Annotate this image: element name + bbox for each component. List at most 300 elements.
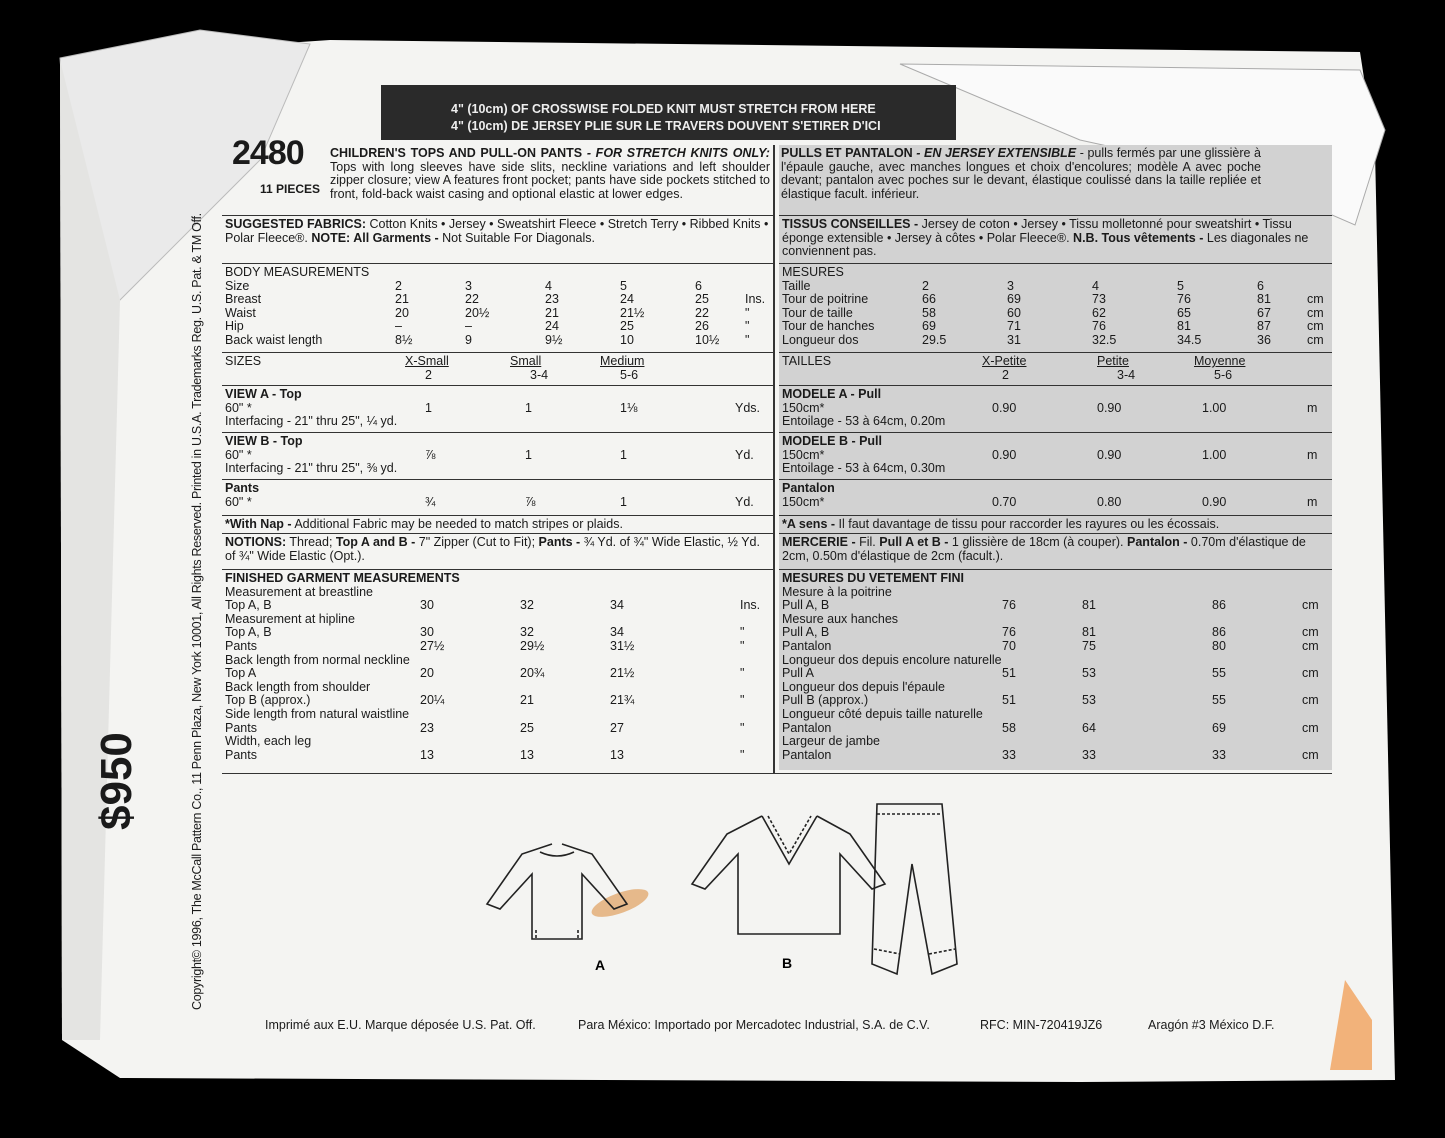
- row-unit: ": [740, 747, 745, 762]
- row-value: 21: [520, 693, 534, 708]
- row-value: 67: [1257, 305, 1271, 320]
- pattern-desc-fr-text: - pulls fermés par une glissière à l'épaule gauche, avec manches longues et choix d'encolures; modèle A avec poche devant; pantalon avec poches sur le devant, élastique coulissé dans la taille repliée et élastique facult. inférieur.: [781, 146, 1261, 201]
- row-value: 0.90: [1202, 494, 1227, 509]
- row-value: 87: [1257, 319, 1271, 334]
- row-value: 21½: [610, 666, 635, 681]
- table-row: [782, 482, 1330, 496]
- row-value: 1: [525, 447, 532, 462]
- row-value: 53: [1082, 666, 1096, 681]
- row-value: 36: [1257, 332, 1271, 347]
- row-value: 73: [1092, 292, 1106, 307]
- sizes-label: SIZES: [225, 354, 262, 368]
- row-label: Pull B (approx.): [782, 693, 869, 708]
- row-unit: Ins.: [740, 598, 761, 613]
- table-row: [782, 449, 1330, 463]
- suggested-fabrics: [222, 215, 773, 265]
- row-unit: m: [1307, 400, 1318, 415]
- nap-text: Additional Fabric may be needed to match stripes or plaids.: [291, 517, 623, 531]
- pattern-header-fr: [779, 145, 1332, 213]
- row-value: 0.80: [1097, 494, 1122, 509]
- footer-address: Aragón #3 México D.F.: [1148, 1018, 1275, 1032]
- row-value: 25: [520, 720, 534, 735]
- row-value: 71: [1007, 319, 1021, 334]
- body-title: BODY MEASUREMENTS: [225, 265, 370, 279]
- pattern-title-fr-em: - EN JERSEY EXTENSIBLE: [912, 146, 1077, 160]
- row-unit: cm: [1307, 305, 1324, 320]
- row-value: 51: [1002, 693, 1016, 708]
- row-label: Longueur dos depuis encolure naturelle: [782, 652, 1002, 667]
- row-value: 29.5: [922, 332, 947, 347]
- row-unit: Yds.: [735, 400, 761, 415]
- fabrics-label: SUGGESTED FABRICS:: [225, 217, 366, 231]
- row-label: 60" *: [225, 494, 252, 509]
- pattern-description: [330, 147, 770, 201]
- table-row: [782, 694, 1330, 708]
- pattern-title: CHILDREN'S TOPS AND PULL-ON PANTS: [330, 146, 583, 160]
- row-value: 75: [1082, 638, 1096, 653]
- table-row: [225, 280, 771, 294]
- notions-fr: [779, 533, 1332, 563]
- row-label: Pantalon: [782, 747, 832, 762]
- sizes-row-fr: [779, 352, 1332, 382]
- row-value: 65: [1177, 305, 1191, 320]
- row-value: 3: [1007, 278, 1014, 293]
- table-row: [225, 307, 771, 321]
- table-row: [225, 722, 771, 736]
- row-value: ¾: [425, 494, 436, 509]
- row-value: 20: [395, 305, 409, 320]
- row-value: 6: [1257, 278, 1264, 293]
- row-unit: Yd.: [735, 447, 754, 462]
- table-row: [225, 640, 771, 654]
- row-value: 31½: [610, 638, 635, 653]
- row-unit: ": [745, 319, 750, 334]
- row-value: 27: [610, 720, 624, 735]
- row-value: 24: [545, 319, 559, 334]
- footer-rfc: RFC: MIN-720419JZ6: [980, 1018, 1103, 1032]
- table-row: [782, 280, 1330, 294]
- body-title-fr: MESURES: [782, 265, 844, 279]
- row-value: 0.90: [992, 400, 1017, 415]
- row-value: 81: [1082, 598, 1096, 613]
- table-row: [782, 640, 1330, 654]
- table-row: [225, 482, 771, 496]
- suggested-fabrics-fr: [779, 215, 1332, 265]
- sizes-ranges: [782, 369, 1330, 383]
- table-row: [782, 681, 1330, 695]
- table-row: [225, 496, 771, 510]
- row-unit: cm: [1302, 747, 1319, 762]
- row-value: 69: [922, 319, 936, 334]
- row-value: 58: [922, 305, 936, 320]
- row-value: 81: [1177, 319, 1191, 334]
- notions-bf2: Pull A et B -: [879, 535, 949, 549]
- table-row: [225, 388, 771, 402]
- row-label: 150cm*: [782, 447, 825, 462]
- row-value: 76: [1002, 625, 1016, 640]
- row-label: Mesure aux hanches: [782, 611, 899, 626]
- pattern-title-em: - FOR STRETCH KNITS ONLY:: [586, 146, 770, 160]
- notions-b2: Top A and B -: [335, 535, 416, 549]
- row-unit: ": [740, 693, 745, 708]
- row-value: 20½: [465, 305, 490, 320]
- table-row: [225, 708, 771, 722]
- view-section: [779, 432, 1332, 479]
- row-unit: cm: [1307, 292, 1324, 307]
- notions-bf3: Pantalon -: [1127, 535, 1188, 549]
- row-value: 13: [420, 747, 434, 762]
- row-unit: cm: [1302, 666, 1319, 681]
- size-range: 5-6: [1214, 367, 1233, 382]
- table-row: [782, 667, 1330, 681]
- table-row: [225, 749, 771, 763]
- row-value: 64: [1082, 720, 1096, 735]
- view-section: [222, 432, 773, 479]
- row-label: Top A, B: [225, 625, 272, 640]
- row-value: 21¾: [610, 693, 635, 708]
- body-measurements-fr: [779, 263, 1332, 348]
- row-value: 0.90: [1097, 400, 1122, 415]
- view-section: [779, 385, 1332, 432]
- notions-b3: Pants -: [538, 535, 581, 549]
- pants-sketch: [872, 804, 957, 974]
- view-b-label: B: [782, 955, 793, 971]
- with-nap-note: [222, 515, 773, 532]
- row-value: 9: [465, 332, 472, 347]
- size-name: Medium: [600, 354, 645, 368]
- row-unit: cm: [1307, 332, 1324, 347]
- nap-label-fr: *A sens -: [782, 517, 836, 531]
- notions-label-fr: MERCERIE -: [782, 535, 856, 549]
- table-row: [782, 749, 1330, 763]
- pattern-number: 2480: [232, 134, 304, 172]
- table-row: [782, 307, 1330, 321]
- table-row: [225, 435, 771, 449]
- garment-illustrations: [222, 773, 1332, 1013]
- pattern-title-fr: PULLS ET PANTALON: [781, 146, 913, 160]
- row-value: 0.90: [992, 447, 1017, 462]
- row-label: Pull A, B: [782, 598, 830, 613]
- table-row: [782, 613, 1330, 627]
- row-unit: Yd.: [735, 494, 754, 509]
- table-row: [782, 599, 1330, 613]
- row-value: 2: [922, 278, 929, 293]
- row-unit: cm: [1302, 693, 1319, 708]
- row-value: 23: [420, 720, 434, 735]
- row-value: 34: [610, 598, 624, 613]
- row-unit: ": [740, 638, 745, 653]
- row-value: 9½: [545, 332, 563, 347]
- row-value: ⅞: [525, 494, 536, 509]
- row-value: 0.90: [1097, 447, 1122, 462]
- row-value: 20: [420, 666, 434, 681]
- stretch-gauge-english: 4" (10cm) OF CROSSWISE FOLDED KNIT MUST STRETCH FROM HERE: [451, 102, 876, 116]
- table-row: [782, 496, 1330, 510]
- row-value: 33: [1082, 747, 1096, 762]
- row-value: 70: [1002, 638, 1016, 653]
- row-value: 55: [1212, 666, 1226, 681]
- size-range: 3-4: [1117, 367, 1136, 382]
- table-row: [782, 320, 1330, 334]
- table-row: [225, 599, 771, 613]
- row-value: 21: [395, 292, 409, 307]
- table-row: [225, 320, 771, 334]
- row-value: 32: [520, 598, 534, 613]
- row-label: Measurement at breastline: [225, 584, 373, 599]
- row-label: Pants: [225, 747, 257, 762]
- row-value: 1: [620, 447, 627, 462]
- row-unit: ": [740, 625, 745, 640]
- row-value: 80: [1212, 638, 1226, 653]
- nap-text-fr: Il faut davantage de tissu pour raccorder les rayures ou les écossais.: [835, 517, 1220, 531]
- row-label: Tour de poitrine: [782, 292, 869, 307]
- table-row: [225, 334, 771, 348]
- view-section: [222, 385, 773, 432]
- notions-tf2: 1 glissière de 18cm (à couper).: [948, 535, 1128, 549]
- row-label: Measurement at hipline: [225, 611, 355, 626]
- table-row: [782, 722, 1330, 736]
- row-value: 26: [695, 319, 709, 334]
- row-value: –: [395, 319, 402, 334]
- table-row: [225, 654, 771, 668]
- row-label: 60" *: [225, 447, 252, 462]
- row-unit: m: [1307, 447, 1318, 462]
- row-value: 8½: [395, 332, 413, 347]
- row-label: MODELE A - Pull: [782, 387, 882, 401]
- row-value: 10: [620, 332, 634, 347]
- notions-label: NOTIONS:: [225, 535, 287, 549]
- row-value: 25: [620, 319, 634, 334]
- row-label: Longueur dos: [782, 332, 859, 347]
- row-value: 81: [1257, 292, 1271, 307]
- size-range: 2: [1002, 367, 1009, 382]
- garment-sketches: [222, 774, 1332, 1014]
- row-value: 34.5: [1177, 332, 1202, 347]
- table-row: [782, 402, 1330, 416]
- row-value: 32.5: [1092, 332, 1117, 347]
- with-nap-note-fr: [779, 515, 1332, 532]
- size-name: Moyenne: [1194, 354, 1246, 368]
- table-row: [225, 449, 771, 463]
- fabrics-label-fr: TISSUS CONSEILLES -: [782, 217, 919, 231]
- row-value: 25: [695, 292, 709, 307]
- size-name: X-Small: [405, 354, 449, 368]
- table-row: [225, 694, 771, 708]
- row-value: 1: [620, 494, 627, 509]
- row-value: 53: [1082, 693, 1096, 708]
- interfacing: Entoilage - 53 à 64cm, 0.30m: [782, 461, 946, 476]
- row-label: Pantalon: [782, 720, 832, 735]
- table-row: [782, 735, 1330, 749]
- row-label: Top A: [225, 666, 257, 681]
- row-label: MODELE B - Pull: [782, 434, 882, 448]
- row-value: 20¼: [420, 693, 445, 708]
- row-unit: cm: [1307, 319, 1324, 334]
- row-value: 13: [610, 747, 624, 762]
- row-label: Pants: [225, 720, 257, 735]
- row-label: Pants: [225, 638, 257, 653]
- table-row: [782, 654, 1330, 668]
- row-unit: ": [745, 305, 750, 320]
- row-value: 32: [520, 625, 534, 640]
- fabrics-note: Not Suitable For Diagonals.: [438, 230, 596, 245]
- finished-title: FINISHED GARMENT MEASUREMENTS: [225, 571, 460, 585]
- row-label: Pantalon: [782, 481, 835, 495]
- size-range: 5-6: [620, 367, 639, 382]
- row-value: 4: [545, 278, 552, 293]
- row-label: Size: [225, 278, 250, 293]
- view-b-top-sketch: [692, 816, 885, 934]
- table-row: [782, 586, 1330, 600]
- column-divider: [773, 145, 775, 773]
- notions: [222, 533, 773, 563]
- sizes-names: [225, 355, 771, 369]
- row-value: 1: [425, 400, 432, 415]
- row-label: Pull A, B: [782, 625, 830, 640]
- table-row: [225, 402, 771, 416]
- row-label: Mesure à la poitrine: [782, 584, 892, 599]
- row-unit: ": [745, 332, 750, 347]
- row-value: 20¾: [520, 666, 545, 681]
- row-value: 1: [525, 400, 532, 415]
- table-row: [225, 735, 771, 749]
- table-row: [782, 388, 1330, 402]
- row-value: 5: [620, 278, 627, 293]
- row-value: 4: [1092, 278, 1099, 293]
- row-value: 27½: [420, 638, 445, 653]
- fabrics-note-label: NOTE: All Garments -: [311, 230, 439, 245]
- row-value: 86: [1212, 625, 1226, 640]
- row-unit: Ins.: [745, 292, 766, 307]
- table-row: [225, 613, 771, 627]
- row-value: 66: [922, 292, 936, 307]
- table-row: [225, 293, 771, 307]
- row-label: Pantalon: [782, 638, 832, 653]
- row-value: 69: [1007, 292, 1021, 307]
- price: $950: [92, 732, 141, 830]
- row-value: 81: [1082, 625, 1096, 640]
- row-label: VIEW B - Top: [225, 434, 303, 448]
- row-value: 69: [1212, 720, 1226, 735]
- notions-tf3: 0.70m d'élastique de 2cm, 0.50m d'élastique de 2cm (facult.).: [782, 535, 1306, 563]
- finished-title-fr: MESURES DU VETEMENT FINI: [782, 571, 964, 585]
- row-unit: cm: [1302, 720, 1319, 735]
- row-label: Back length from shoulder: [225, 679, 371, 694]
- notions-t1: Thread;: [286, 535, 336, 549]
- row-label: Tour de taille: [782, 305, 853, 320]
- fabrics-text-fr: Jersey de coton • Jersey • Tissu molletonné pour sweatshirt • Tissu éponge extensible • Jersey à côtes • Polar Fleece®.: [782, 217, 1292, 245]
- body-measurements: [222, 263, 773, 348]
- row-value: 58: [1002, 720, 1016, 735]
- size-name: X-Petite: [982, 354, 1027, 368]
- row-label: Back length from normal neckline: [225, 652, 410, 667]
- size-name: Petite: [1097, 354, 1129, 368]
- row-label: Top A, B: [225, 598, 272, 613]
- interfacing: Interfacing - 21" thru 25", ⅜ yd.: [225, 461, 398, 476]
- row-value: 51: [1002, 666, 1016, 681]
- row-value: 22: [695, 305, 709, 320]
- row-value: 24: [620, 292, 634, 307]
- row-value: 21: [545, 305, 559, 320]
- row-value: 0.70: [992, 494, 1017, 509]
- copyright-sidebar: Copyright© 1996, The McCall Pattern Co., 11 Penn Plaza, New York 10001, All Rights Reserved. Printed in U.S.A. Trademarks Reg. U.S. Pat. & TM Off.: [190, 213, 204, 1010]
- row-value: 33: [1002, 747, 1016, 762]
- row-value: 22: [465, 292, 479, 307]
- row-label: Taille: [782, 278, 811, 293]
- row-value: 76: [1002, 598, 1016, 613]
- row-label: Tour de hanches: [782, 319, 875, 334]
- row-label: 60" *: [225, 400, 252, 415]
- fabrics-note-label-fr: N.B. Tous vêtements -: [1073, 230, 1204, 245]
- row-label: Side length from natural waistline: [225, 706, 410, 721]
- row-value: 76: [1177, 292, 1191, 307]
- stretch-gauge-french: 4" (10cm) DE JERSEY PLIE SUR LE TRAVERS DOUVENT S'ETIRER D'ICI: [451, 119, 881, 133]
- row-value: 33: [1212, 747, 1226, 762]
- notions-t2: 7" Zipper (Cut to Fit);: [415, 535, 539, 549]
- table-row: [782, 708, 1330, 722]
- row-unit: m: [1307, 494, 1318, 509]
- row-value: 86: [1212, 598, 1226, 613]
- row-label: 150cm*: [782, 400, 825, 415]
- sizes-label: TAILLES: [782, 354, 832, 368]
- table-row: [782, 293, 1330, 307]
- row-value: 23: [545, 292, 559, 307]
- row-value: 6: [695, 278, 702, 293]
- row-value: 29½: [520, 638, 545, 653]
- nap-label: *With Nap -: [225, 517, 292, 531]
- row-label: VIEW A - Top: [225, 387, 302, 401]
- table-row: [782, 334, 1330, 348]
- row-label: Back waist length: [225, 332, 323, 347]
- row-value: 55: [1212, 693, 1226, 708]
- row-label: Longueur côté depuis taille naturelle: [782, 706, 983, 721]
- view-a-label: A: [595, 957, 606, 973]
- row-value: 5: [1177, 278, 1184, 293]
- finished-measurements-fr: [779, 569, 1332, 762]
- stretch-gauge-bar: [381, 85, 956, 140]
- table-row: [225, 626, 771, 640]
- table-row: [225, 586, 771, 600]
- pattern-pieces: 11 PIECES: [260, 182, 321, 196]
- row-value: –: [465, 319, 472, 334]
- row-value: 13: [520, 747, 534, 762]
- row-value: 2: [395, 278, 402, 293]
- row-value: 62: [1092, 305, 1106, 320]
- row-value: 30: [420, 625, 434, 640]
- pattern-header: [222, 134, 773, 213]
- row-label: Waist: [225, 305, 256, 320]
- row-value: 21½: [620, 305, 645, 320]
- interfacing: Entoilage - 53 à 64cm, 0.20m: [782, 414, 946, 429]
- size-name: Small: [510, 354, 542, 368]
- footer-us: Imprimé aux E.U. Marque déposée U.S. Pat. Off.: [265, 1018, 536, 1032]
- pattern-description-fr: [781, 147, 1261, 201]
- view-a-top-sketch: [487, 844, 627, 939]
- row-unit: ": [740, 720, 745, 735]
- row-value: 76: [1092, 319, 1106, 334]
- row-value: 10½: [695, 332, 720, 347]
- table-row: [225, 681, 771, 695]
- row-unit: ": [740, 666, 745, 681]
- row-value: 30: [420, 598, 434, 613]
- row-label: Breast: [225, 292, 262, 307]
- row-value: 1⅛: [620, 400, 638, 415]
- row-label: Pants: [225, 481, 260, 495]
- french-column: [779, 145, 1332, 770]
- row-unit: cm: [1302, 638, 1319, 653]
- footer-mexico: Para México: Importado por Mercadotec Industrial, S.A. de C.V.: [578, 1018, 930, 1032]
- size-range: 3-4: [530, 367, 549, 382]
